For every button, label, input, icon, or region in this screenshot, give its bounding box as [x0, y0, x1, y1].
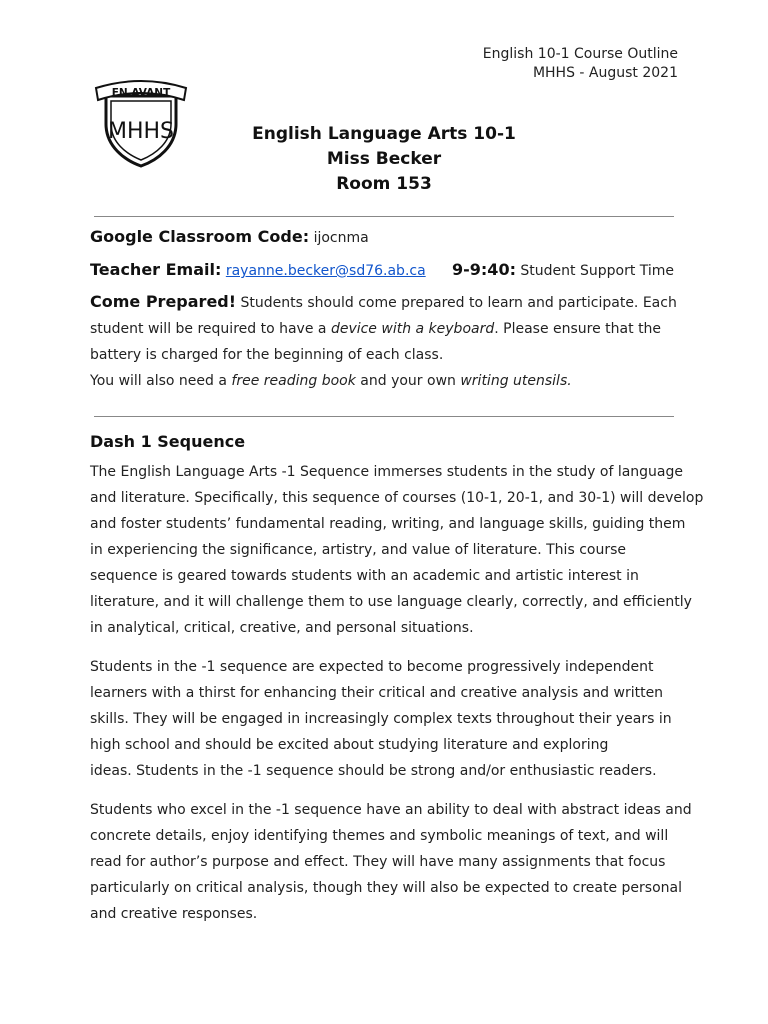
- paragraph-line: learners with a thirst for enhancing their critical and creative analysis and written: [90, 685, 664, 701]
- paragraph-1: [90, 459, 704, 641]
- crest-letters: MHHS: [107, 119, 175, 144]
- paragraph-line: read for author’s purpose and effect. They will have many assignments that focus: [90, 854, 666, 870]
- classroom-code-row: [90, 227, 369, 246]
- course-title-block: [0, 122, 768, 197]
- paragraph-line: and creative responses.: [90, 906, 258, 922]
- support-time-label: 9-9:40:: [452, 260, 516, 279]
- header-school-date: MHHS - August 2021: [532, 65, 678, 81]
- room-number: Room 153: [336, 174, 432, 194]
- prepared-writing-utensils: writing utensils.: [460, 373, 572, 389]
- teacher-email-label: Teacher Email:: [90, 260, 222, 279]
- paragraph-3: [90, 797, 690, 927]
- classroom-code-label: Google Classroom Code:: [90, 227, 310, 246]
- paragraph-line: high school and should be excited about studying literature and exploring: [90, 737, 609, 753]
- paragraph-line: sequence is geared towards students with an academic and artistic interest in: [90, 568, 639, 584]
- prepared-device: device with a keyboard: [330, 321, 495, 337]
- paragraph-line: literature, and it will challenge them to use language clearly, correctly, and efficiently: [90, 594, 692, 610]
- teacher-name: Miss Becker: [326, 149, 442, 169]
- paragraph-line: The English Language Arts -1 Sequence immerses students in the study of language: [90, 464, 684, 480]
- header-course-outline: English 10-1 Course Outline: [482, 46, 678, 62]
- paragraph-line: ideas. Students in the -1 sequence should be strong and/or enthusiastic readers.: [90, 763, 657, 779]
- support-time-value: Student Support Time: [520, 263, 675, 279]
- paragraph-line: and literature. Specifically, this sequence of courses (10-1, 20-1, and 30-1) will develop: [90, 490, 704, 506]
- prepared-reading-book: free reading book: [231, 373, 356, 389]
- paragraph-line: and foster students’ fundamental reading, writing, and language skills, guiding them: [90, 516, 686, 532]
- paragraph-line: particularly on critical analysis, though they will also be expected to create personal: [90, 880, 682, 896]
- document-header: [483, 45, 678, 83]
- prepared-text-line1: Students should come prepared to learn and participate. Each: [240, 295, 677, 311]
- teacher-email-row: [90, 260, 426, 279]
- paragraph-line: in analytical, critical, creative, and personal situations.: [90, 620, 474, 636]
- prepared-text-line3: battery is charged for the beginning of each class.: [90, 347, 444, 363]
- paragraph-line: skills. They will be engaged in increasingly complex texts throughout their years in: [90, 711, 672, 727]
- prepared-text: . Please ensure that the: [494, 321, 662, 337]
- divider-middle: [94, 416, 674, 417]
- prepared-text: student will be required to have a: [90, 321, 331, 337]
- section-heading: Dash 1 Sequence: [90, 432, 246, 451]
- paragraph-line: Students in the -1 sequence are expected to become progressively independent: [90, 659, 654, 675]
- prepared-text: You will also need a: [90, 373, 232, 389]
- paragraph-2: [90, 654, 690, 784]
- paragraph-line: concrete details, enjoy identifying themes and symbolic meanings of text, and will: [90, 828, 669, 844]
- come-prepared-block: [90, 289, 690, 394]
- come-prepared-label: Come Prepared!: [90, 292, 237, 311]
- support-time-row: [452, 260, 674, 279]
- prepared-text: and your own: [355, 373, 461, 389]
- teacher-email-link[interactable]: rayanne.becker@sd76.ab.ca: [225, 263, 426, 279]
- course-title: English Language Arts 10-1: [252, 124, 516, 144]
- classroom-code-value: ijocnma: [313, 230, 369, 246]
- crest-banner-text: EN AVANT: [111, 87, 171, 99]
- divider-top: [94, 216, 674, 217]
- paragraph-line: Students who excel in the -1 sequence have an ability to deal with abstract ideas and: [90, 802, 692, 818]
- paragraph-line: in experiencing the significance, artistry, and value of literature. This course: [90, 542, 626, 558]
